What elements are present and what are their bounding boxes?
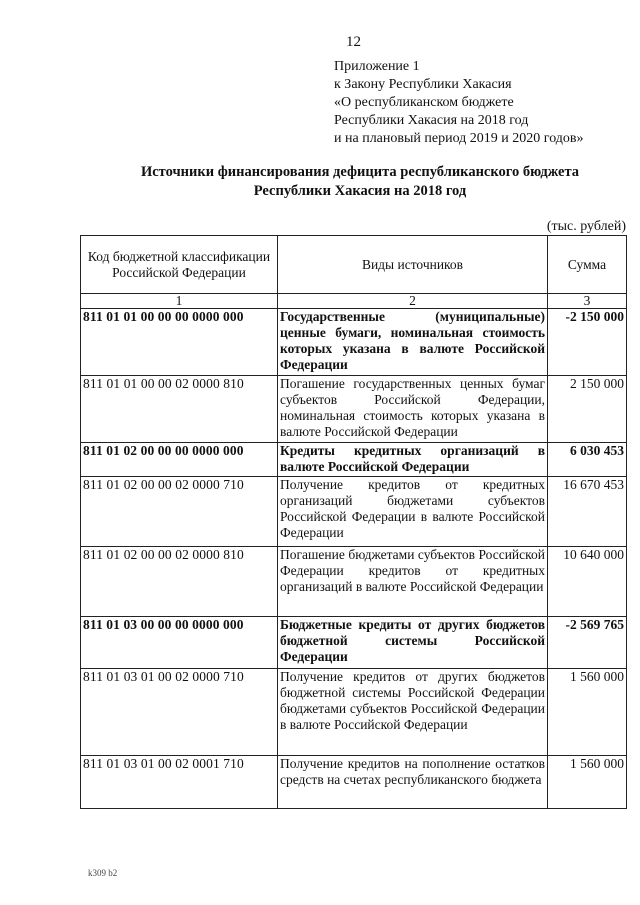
row-sum: 10 640 000 — [548, 547, 627, 617]
appendix-line: Приложение 1 — [334, 59, 420, 74]
row-sum: 1 560 000 — [548, 669, 627, 756]
row-source-name: Бюджетные кредиты от других бюджетов бюджетной системы Российской Федерации — [278, 617, 548, 669]
row-code: 811 01 01 00 00 02 0000 810 — [81, 376, 278, 443]
appendix-line: Республики Хакасия на 2018 год — [334, 113, 529, 128]
appendix-line: к Закону Республики Хакасия — [334, 77, 512, 92]
document-title — [80, 163, 640, 201]
row-source-name: Получение кредитов от кредитных организаций бюджетами субъектов Российской Федерации в валюте Российской Федерации — [278, 477, 548, 547]
title-line-2: Республики Хакасия на 2018 год — [253, 183, 467, 199]
footer-mark: k309 b2 — [88, 868, 118, 878]
header-code: Код бюджетной классификации Российской Федерации — [81, 236, 278, 294]
units-label: (тыс. рублей) — [546, 219, 626, 234]
row-source-name: Государственные (муниципальные) ценные бумаги, номинальная стоимость которых указана в валюте Российской Федерации — [278, 309, 548, 376]
header-source-type: Виды источников — [278, 236, 548, 294]
row-code: 811 01 02 00 00 00 0000 000 — [81, 443, 278, 477]
row-code: 811 01 01 00 00 00 0000 000 — [81, 309, 278, 376]
row-source-name: Кредиты кредитных организаций в валюте Российской Федерации — [278, 443, 548, 477]
row-source-name: Получение кредитов на пополнение остатков средств на счетах республиканского бюджета — [278, 756, 548, 809]
row-sum: -2 150 000 — [548, 309, 627, 376]
header-sum: Сумма — [548, 236, 627, 294]
table-row — [81, 376, 627, 443]
table-body — [81, 309, 627, 809]
row-code: 811 01 03 00 00 00 0000 000 — [81, 617, 278, 669]
table-row — [81, 756, 627, 809]
row-sum: 16 670 453 — [548, 477, 627, 547]
row-code: 811 01 03 01 00 02 0001 710 — [81, 756, 278, 809]
table-row — [81, 547, 627, 617]
appendix-line: «О республиканском бюджете — [334, 95, 514, 110]
row-code: 811 01 02 00 00 02 0000 710 — [81, 477, 278, 547]
financing-sources-table — [80, 235, 627, 809]
row-source-name: Погашение государственных ценных бумаг субъектов Российской Федерации, номинальная стоимость которых указана в валюте Российской Федерации — [278, 376, 548, 443]
appendix-caption — [334, 58, 584, 148]
table-row — [81, 617, 627, 669]
row-sum: 2 150 000 — [548, 376, 627, 443]
row-code: 811 01 03 01 00 02 0000 710 — [81, 669, 278, 756]
column-number: 2 — [278, 294, 548, 309]
column-number: 1 — [81, 294, 278, 309]
page-number: 12 — [346, 34, 361, 50]
table-row — [81, 477, 627, 547]
appendix-line: и на плановый период 2019 и 2020 годов» — [334, 131, 584, 146]
table-row — [81, 443, 627, 477]
row-source-name: Получение кредитов от других бюджетов бюджетной системы Российской Федерации бюджетами субъектов Российской Федерации в валюте Российской Федерации — [278, 669, 548, 756]
row-sum: -2 569 765 — [548, 617, 627, 669]
column-number: 3 — [548, 294, 627, 309]
table-row — [81, 309, 627, 376]
title-line-1: Источники финансирования дефицита республиканского бюджета — [140, 164, 580, 180]
row-sum: 6 030 453 — [548, 443, 627, 477]
row-sum: 1 560 000 — [548, 756, 627, 809]
row-code: 811 01 02 00 00 02 0000 810 — [81, 547, 278, 617]
table-row — [81, 669, 627, 756]
row-source-name: Погашение бюджетами субъектов Российской Федерации кредитов от кредитных организаций в валюте Российской Федерации — [278, 547, 548, 617]
